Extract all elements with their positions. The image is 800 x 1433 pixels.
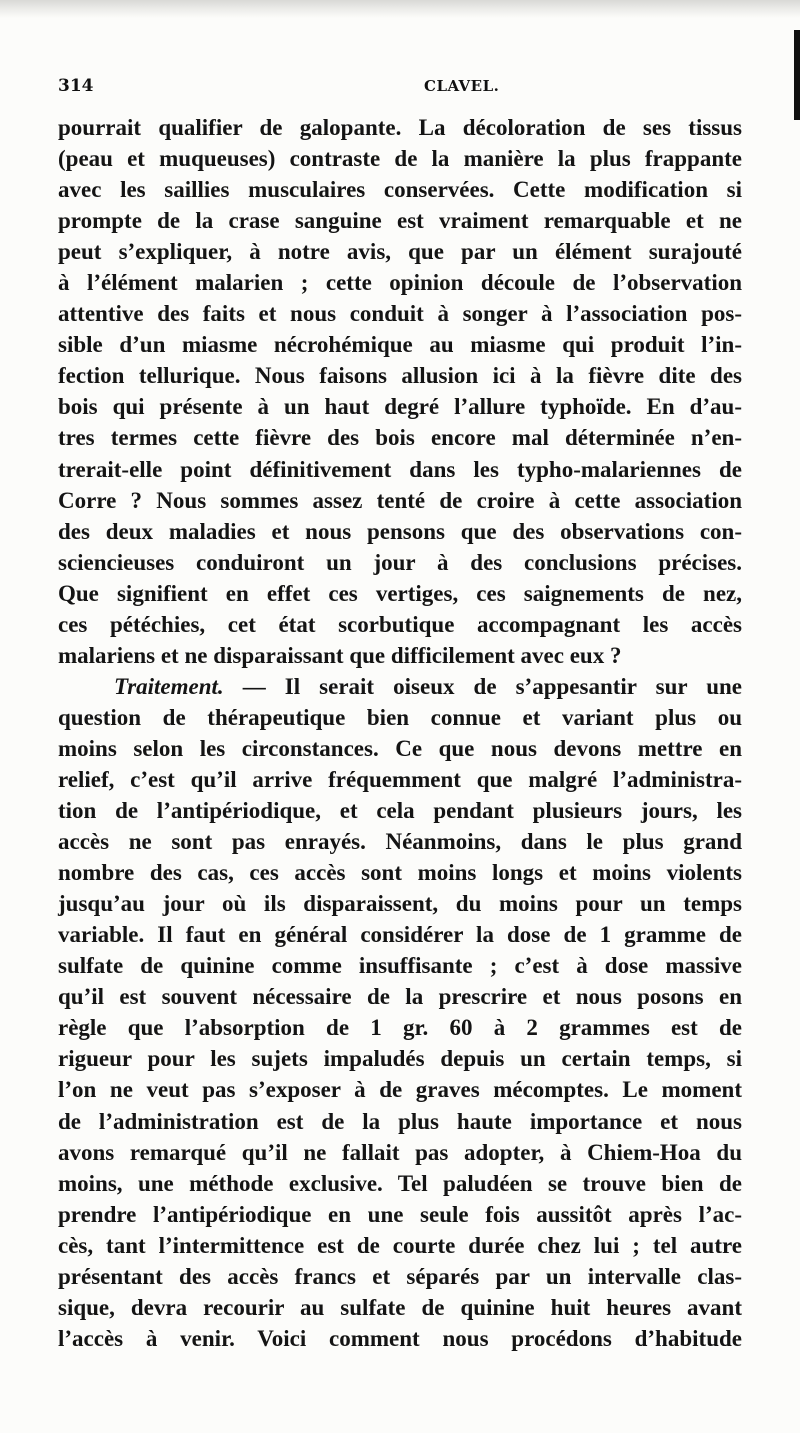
- text-line: nombre des cas, ces accès sont moins longs et moins violents: [58, 860, 742, 886]
- text-line: ces pétéchies, cet état scorbutique accompagnant les accès: [58, 611, 742, 637]
- text-line: rigueur pour les sujets impaludés depuis un certain temps, si: [58, 1046, 742, 1072]
- text-line: de l’administration est de la plus haute importance et nous: [58, 1108, 742, 1134]
- text-line: (peau et muqueuses) contraste de la manière la plus frappante: [58, 146, 742, 172]
- text-line: fection tellurique. Nous faisons allusion ici à la fièvre dite des: [58, 363, 742, 389]
- page-header: [58, 76, 758, 102]
- text-line: l’on ne veut pas s’exposer à de graves mécomptes. Le moment: [58, 1077, 742, 1103]
- body-text: [58, 112, 742, 1354]
- text-line: attentive des faits et nous conduit à songer à l’association pos-: [58, 301, 742, 327]
- text-line: qu’il est souvent nécessaire de la prescrire et nous posons en: [58, 984, 742, 1010]
- running-head: CLAVEL.: [424, 77, 500, 95]
- scan-edge-mark: [794, 30, 800, 120]
- text-line: bois qui présente à un haut degré l’allure typhoïde. En d’au-: [58, 394, 742, 420]
- text-line: trerait-elle point définitivement dans les typho-malariennes de: [58, 456, 742, 482]
- section-first-line-text: — Il serait oiseux de s’appesantir sur une: [242, 673, 743, 699]
- text-line: question de thérapeutique bien connue et variant plus ou: [58, 704, 742, 730]
- text-line: à l’élément malarien ; cette opinion découle de l’observation: [58, 270, 742, 296]
- text-line: Corre ? Nous sommes assez tenté de croire à cette association: [58, 487, 742, 513]
- text-line: cès, tant l’intermittence est de courte durée chez lui ; tel autre: [58, 1232, 742, 1258]
- text-line: peut s’expliquer, à notre avis, que par un élément surajouté: [58, 239, 742, 265]
- text-line: pourrait qualifier de galopante. La décoloration de ses tissus: [58, 115, 742, 140]
- text-line: malariens et ne disparaissant que difficilement avec eux ?: [58, 642, 622, 668]
- text-line: moins selon les circonstances. Ce que nous devons mettre en: [58, 735, 742, 761]
- text-line: tion de l’antipériodique, et cela pendant plusieurs jours, les: [58, 798, 742, 824]
- text-line: l’accès à venir. Voici comment nous procédons d’habitude: [58, 1325, 742, 1351]
- text-line: avec les saillies musculaires conservées. Cette modification si: [58, 177, 742, 203]
- section-first-line: [58, 671, 742, 702]
- text-line: sulfate de quinine comme insuffisante ; c’est à dose massive: [58, 953, 742, 979]
- text-line: jusqu’au jour où ils disparaissent, du moins pour un temps: [58, 891, 742, 917]
- scan-shadow: [0, 0, 800, 18]
- text-line: accès ne sont pas enrayés. Néanmoins, dans le plus grand: [58, 829, 742, 855]
- text-line: moins, une méthode exclusive. Tel paludéen se trouve bien de: [58, 1170, 742, 1196]
- text-line: prendre l’antipériodique en une seule fois aussitôt après l’ac-: [58, 1201, 742, 1227]
- section-heading: Traitement.: [114, 673, 224, 699]
- text-line: règle que l’absorption de 1 gr. 60 à 2 grammes est de: [58, 1015, 742, 1041]
- text-line: Que signifient en effet ces vertiges, ces saignements de nez,: [58, 580, 742, 606]
- text-line: des deux maladies et nous pensons que des observations con-: [58, 518, 742, 544]
- text-line: sciencieuses conduiront un jour à des conclusions précises.: [58, 549, 742, 575]
- text-line: tres termes cette fièvre des bois encore mal déterminée n’en-: [58, 425, 742, 451]
- text-line: sible d’un miasme nécrohémique au miasme qui produit l’in-: [58, 332, 742, 358]
- text-line: variable. Il faut en général considérer la dose de 1 gramme de: [58, 922, 742, 948]
- text-line: sique, devra recourir au sulfate de quinine huit heures avant: [58, 1294, 742, 1320]
- text-line: relief, c’est qu’il arrive fréquemment que malgré l’administra-: [58, 766, 742, 792]
- text-line: prompte de la crase sanguine est vraiment remarquable et ne: [58, 208, 742, 234]
- page-number: 314: [58, 76, 94, 96]
- text-line: avons remarqué qu’il ne fallait pas adopter, à Chiem-Hoa du: [58, 1139, 742, 1165]
- text-line: présentant des accès francs et séparés par un intervalle clas-: [58, 1263, 742, 1289]
